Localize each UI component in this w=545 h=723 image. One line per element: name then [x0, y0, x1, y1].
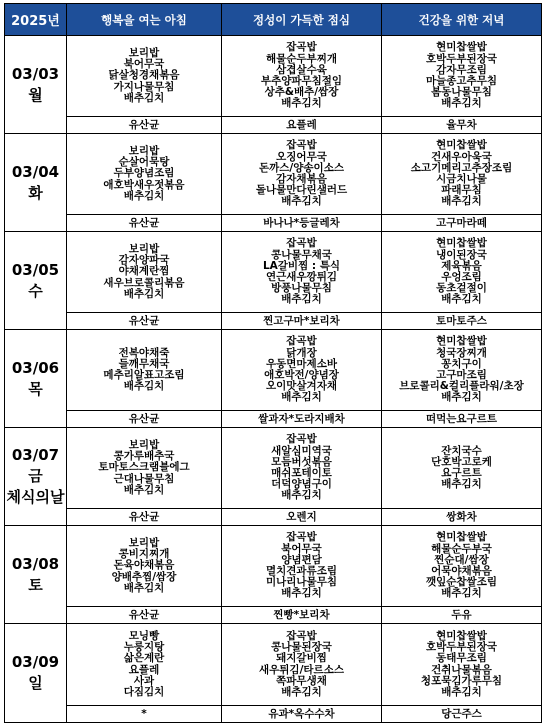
menu-item: 양배추찜/쌈장 [111, 570, 177, 583]
menu-item: 상추&배추/쌈장 [264, 86, 339, 99]
menu-item: 돈까스/양송이소스 [259, 161, 344, 174]
weekday-label: 목 [28, 379, 43, 398]
menu-item: 오이맛살겨자채 [265, 380, 337, 393]
menu-item: 배추김치 [281, 293, 322, 306]
snack-breakfast-cell: 유산균 [67, 607, 222, 624]
header-row [5, 4, 542, 36]
lunch-cell [222, 36, 382, 117]
menu-item: 닭살청경채볶음 [108, 69, 180, 82]
menu-item: 부추양파무침절임 [260, 75, 343, 87]
weekly-menu-table [4, 3, 542, 723]
snack-breakfast-cell: 유산균 [67, 509, 222, 526]
dinner-header: 건강을 위한 저녁 [382, 4, 542, 36]
menu-item: 감자채볶음 [276, 173, 327, 185]
menu-item: 미나리나물무침 [265, 576, 337, 589]
dinner-cell [382, 526, 542, 607]
snack-breakfast-cell: 유산균 [67, 313, 222, 330]
lunch-header: 정성이 가득한 점심 [222, 4, 382, 36]
menu-body [5, 36, 542, 723]
menu-item: 배추김치 [281, 391, 322, 404]
menu-item: 모닝빵 [128, 629, 160, 642]
menu-item: 애호박새우젓볶음 [103, 178, 185, 191]
lunch-cell [222, 232, 382, 313]
menu-item: 배추김치 [441, 587, 482, 600]
menu-item: 사과 [133, 674, 155, 687]
snack-lunch-cell: 오렌지 [222, 509, 382, 526]
menu-item: 들깨무채국 [118, 357, 170, 370]
menu-item: 봄동나물무침 [431, 86, 492, 99]
menu-item: 메추리알표고조림 [103, 369, 185, 381]
dinner-cell [382, 330, 542, 411]
weekday-label: 화 [28, 183, 43, 202]
menu-item: 배추김치 [441, 391, 482, 404]
menu-item: 콩나물무채국 [271, 248, 332, 261]
menu-item: 소고기메리고추장조림 [410, 161, 513, 174]
menu-item: 배추김치 [123, 483, 165, 496]
date-label: 03/05 [11, 260, 60, 279]
menu-item: 배추김치 [281, 587, 322, 600]
menu-item: 잡곡밥 [286, 237, 317, 250]
date-label: 03/08 [11, 554, 60, 573]
day-row [5, 526, 542, 607]
day-row [5, 232, 542, 313]
snack-row [5, 607, 542, 624]
day-row [5, 624, 542, 706]
menu-item: 호박두부된장국 [425, 52, 497, 65]
menu-item: 배추김치 [441, 293, 482, 306]
menu-item: 보리밥 [128, 438, 160, 451]
menu-item: 방풍나물무침 [271, 282, 332, 295]
weekday-label: 토 [28, 575, 43, 594]
menu-item: 파래무침 [441, 184, 482, 197]
date-label: 03/07 [11, 446, 60, 464]
day-row [5, 428, 542, 509]
menu-item: 배추김치 [441, 685, 482, 698]
lunch-cell [222, 526, 382, 607]
menu-item: 현미찹쌀밥 [436, 237, 487, 250]
menu-item: 잡곡밥 [286, 139, 317, 152]
menu-item: 잡곡밥 [286, 531, 317, 544]
menu-item: 북어무국 [281, 542, 322, 555]
menu-item: 냉이된장국 [436, 248, 487, 261]
menu-item: 누룽지탕 [123, 641, 165, 654]
menu-item: 두부양념조림 [113, 167, 175, 180]
menu-item: 양념편담 [281, 553, 322, 566]
menu-item: 연근새우깡튀김 [265, 271, 337, 283]
menu-item: 돈육야채볶음 [113, 559, 175, 572]
menu-item: 배추김치 [123, 581, 165, 594]
menu-item: LA갈비찜 : 특식 [262, 259, 341, 272]
snack-lunch-cell: 요플레 [222, 117, 382, 134]
menu-item: 배추김치 [441, 195, 482, 208]
weekday-label: 월 [28, 85, 43, 104]
snack-breakfast-cell: * [67, 706, 222, 723]
menu-item: 현미찹쌀밥 [436, 139, 487, 152]
menu-item: 감자양파국 [118, 254, 170, 267]
snack-lunch-cell: 바나나*등글레차 [222, 215, 382, 232]
snack-breakfast-cell: 유산균 [67, 411, 222, 428]
menu-item: 보리밥 [128, 536, 160, 549]
menu-item: 배추김치 [123, 189, 165, 202]
snack-row [5, 411, 542, 428]
weekday-label: 금 [28, 467, 43, 485]
menu-item: 어묵야채볶음 [431, 565, 492, 577]
date-label: 03/04 [11, 162, 60, 181]
menu-item: 배추김치 [281, 195, 322, 208]
snack-breakfast-cell: 유산균 [67, 117, 222, 134]
menu-item: 제육볶음 [441, 259, 482, 272]
breakfast-cell [67, 232, 222, 313]
lunch-cell [222, 134, 382, 215]
menu-item: 더덕양념구이 [271, 478, 332, 491]
day-row [5, 330, 542, 411]
dinner-cell [382, 36, 542, 117]
menu-item: 콩가루배추국 [113, 450, 175, 463]
snack-dinner-cell: 두유 [382, 607, 542, 624]
menu-item: 새우브로콜리볶음 [103, 276, 185, 289]
menu-item: 보리밥 [128, 242, 160, 255]
menu-item: 현미찹쌀밥 [436, 335, 487, 348]
menu-item: 청포묵김가루무침 [420, 674, 503, 687]
snack-lunch-cell: 찐빵*보리차 [222, 607, 382, 624]
menu-item: 호박두부된장국 [425, 641, 497, 654]
day-row [5, 36, 542, 117]
menu-item: 잔치국수 [441, 444, 482, 457]
menu-item: 꽁치구이 [441, 357, 482, 370]
menu-item: 삶은계란 [123, 652, 165, 665]
menu-item: 삼겹살수육 [276, 63, 327, 76]
menu-item: 토마토스크램블에그 [98, 461, 190, 474]
date-cell [5, 330, 67, 428]
dinner-cell [382, 134, 542, 215]
weekday-label: 일 [28, 674, 43, 692]
menu-item: 모듬버섯볶음 [271, 455, 332, 468]
menu-item: 현미찹쌀밥 [436, 41, 487, 54]
menu-item: 매쉬포테이토 [271, 467, 332, 479]
menu-item: 새우튀김/타르소스 [259, 663, 344, 676]
date-cell [5, 624, 67, 723]
menu-item: 감자무조림 [436, 63, 487, 76]
day-row [5, 134, 542, 215]
menu-item: 깻잎순찹쌀조림 [425, 576, 497, 589]
menu-item: 찐순대/쌈장 [434, 553, 489, 566]
menu-item: 전복야채죽 [118, 346, 170, 359]
menu-item: 동태무조림 [436, 652, 487, 665]
snack-lunch-cell: 유과*옥수수차 [222, 706, 382, 723]
menu-item: 애호박전/양념장 [264, 369, 339, 381]
menu-item: 콩나물된장국 [271, 641, 332, 654]
menu-item: 잡곡밥 [286, 433, 317, 446]
snack-dinner-cell: 당근주스 [382, 706, 542, 723]
menu-item: 고구마조림 [436, 369, 487, 381]
menu-item: 북어무국 [123, 58, 165, 71]
menu-item: 잡곡밥 [286, 41, 317, 54]
weekday-label: 수 [28, 281, 43, 300]
snack-dinner-cell: 고구마라떼 [382, 215, 542, 232]
menu-item: 배추김치 [123, 287, 165, 300]
date-cell [5, 36, 67, 134]
menu-item: 잡곡밥 [286, 335, 317, 348]
date-label: 03/09 [11, 653, 60, 671]
date-cell [5, 134, 67, 232]
breakfast-cell [67, 526, 222, 607]
date-cell [5, 428, 67, 526]
dinner-cell [382, 428, 542, 509]
menu-item: 배추김치 [281, 685, 322, 698]
snack-lunch-cell: 쌀과자*도라지배차 [222, 411, 382, 428]
menu-item: 오징어무국 [276, 150, 327, 163]
menu-item: 순살어묵탕 [118, 156, 170, 169]
menu-item: 배추김치 [441, 97, 482, 110]
menu-item: 동초겉절이 [436, 282, 487, 295]
lunch-cell [222, 428, 382, 509]
menu-item: 요구르트 [441, 467, 482, 479]
menu-item: 멸치견과류조림 [265, 565, 337, 577]
dinner-cell [382, 624, 542, 706]
menu-item: 배추김치 [123, 380, 165, 393]
menu-item: 보리밥 [128, 144, 160, 157]
day-note: 체식의날 [6, 488, 65, 506]
menu-item: 해물순두부국 [431, 542, 492, 555]
menu-item: 건새우아욱국 [431, 150, 492, 163]
menu-item: 가지나물무침 [113, 80, 175, 93]
menu-item: 배추김치 [441, 478, 482, 491]
breakfast-cell [67, 330, 222, 411]
snack-breakfast-cell: 유산균 [67, 215, 222, 232]
snack-dinner-cell: 토마토주스 [382, 313, 542, 330]
breakfast-cell [67, 624, 222, 706]
menu-item: 새알심미역국 [271, 444, 332, 457]
breakfast-cell [67, 36, 222, 117]
date-cell [5, 232, 67, 330]
menu-item: 다짐김치 [123, 685, 165, 698]
menu-item: 해물순두부찌개 [265, 52, 337, 65]
snack-dinner-cell: 율무차 [382, 117, 542, 134]
snack-row [5, 706, 542, 723]
menu-item: 브로콜리&컬리플라워/초장 [399, 380, 524, 393]
snack-row [5, 215, 542, 232]
menu-item: 돌나물만다린샐러드 [255, 184, 348, 197]
date-cell [5, 526, 67, 624]
menu-item: 콩비지찌개 [118, 548, 170, 561]
menu-item: 건취나물볶음 [431, 663, 492, 676]
menu-item: 돼지갈비찜 [276, 652, 327, 665]
lunch-cell [222, 330, 382, 411]
menu-item: 보리밥 [128, 46, 160, 59]
snack-dinner-cell: 쌍화차 [382, 509, 542, 526]
menu-item: 현미찹쌀밥 [436, 531, 487, 544]
menu-item: 우엉조림 [441, 271, 482, 283]
lunch-cell [222, 624, 382, 706]
menu-item: 쪽파무생채 [276, 674, 327, 687]
menu-item: 근대나물무침 [113, 472, 175, 485]
menu-item: 배추김치 [123, 91, 165, 104]
snack-row [5, 313, 542, 330]
menu-item: 배추김치 [281, 489, 322, 502]
date-label: 03/03 [11, 64, 60, 83]
menu-item: 현미찹쌀밥 [436, 629, 487, 642]
snack-row [5, 117, 542, 134]
menu-item: 시금치나물 [436, 173, 487, 185]
menu-item: 배추김치 [281, 97, 322, 110]
menu-item: 단호박고로케 [431, 455, 492, 468]
menu-item: 우동면마제소바 [265, 357, 337, 370]
menu-item: 닭개장 [286, 346, 317, 359]
menu-item: 야채계란찜 [118, 265, 170, 278]
date-label: 03/06 [11, 358, 60, 377]
dinner-cell [382, 232, 542, 313]
breakfast-cell [67, 134, 222, 215]
menu-item: 잡곡밥 [286, 629, 317, 642]
menu-item: 청국장찌개 [436, 346, 487, 359]
snack-dinner-cell: 떠먹는요구르트 [382, 411, 542, 428]
breakfast-header: 행복을 여는 아침 [67, 4, 222, 36]
snack-row [5, 509, 542, 526]
snack-lunch-cell: 찐고구마*보리차 [222, 313, 382, 330]
year-header: 2025년 [5, 4, 67, 36]
breakfast-cell [67, 428, 222, 509]
menu-item: 요플레 [128, 663, 160, 676]
menu-item: 마늘종고추무침 [425, 75, 497, 87]
